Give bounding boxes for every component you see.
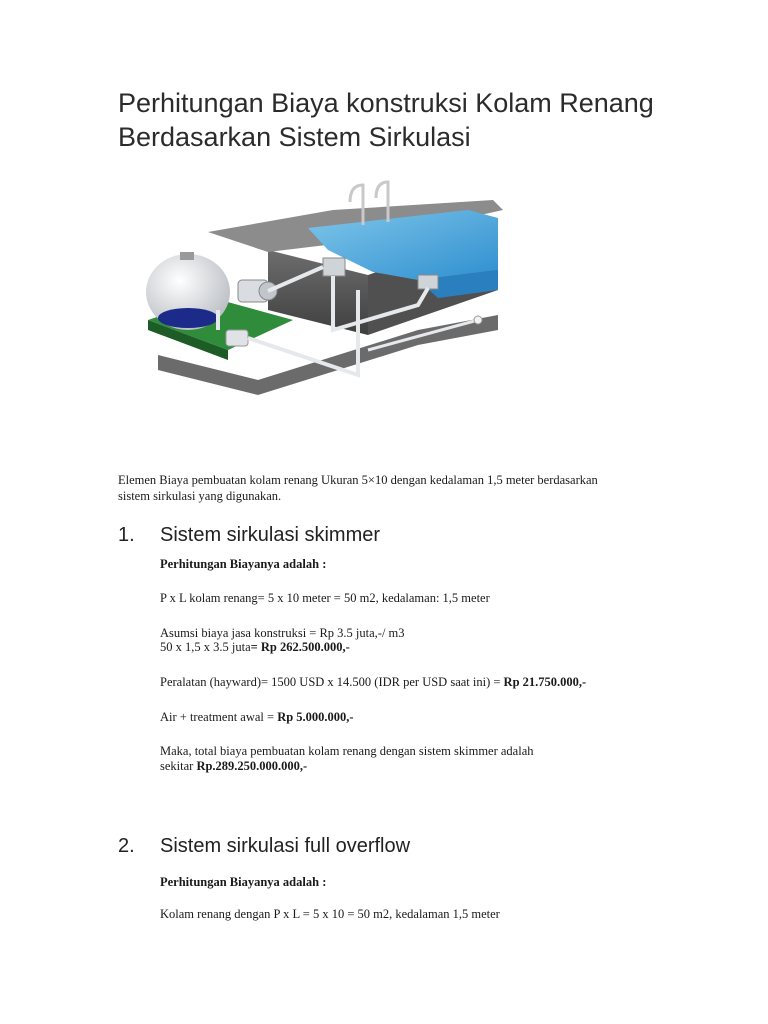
section-1-heading	[118, 524, 380, 547]
section-1-dimensions: P x L kolam renang= 5 x 10 meter = 50 m2, kedalaman: 1,5 meter	[160, 591, 490, 605]
intro-line-2: sistem sirkulasi yang digunakan.	[118, 489, 282, 503]
section-2-subheading: Perhitungan Biayanya adalah :	[160, 875, 327, 889]
section-1-water-treatment: Air + treatment awal = Rp 5.000.000,-	[160, 710, 354, 724]
intro-paragraph	[118, 472, 678, 504]
section-1-subheading: Perhitungan Biayanya adalah :	[160, 557, 327, 571]
section-1-total-line-2: sekitar Rp.289.250.000.000,-	[160, 759, 308, 773]
title-line-1: Perhitungan Biaya konstruksi Kolam Renang	[118, 88, 654, 118]
title-line-2: Berdasarkan Sistem Sirkulasi	[118, 122, 471, 152]
section-1-title: Sistem sirkulasi skimmer	[160, 524, 381, 546]
section-2-dimensions: Kolam renang dengan P x L = 5 x 10 = 50 m2, kedalaman 1,5 meter	[160, 907, 500, 921]
section-2-number: 2.	[118, 835, 135, 857]
pool-circulation-illustration	[118, 180, 510, 425]
section-2-heading	[118, 835, 410, 858]
section-1-assumption-line-1: Asumsi biaya jasa konstruksi = Rp 3.5 juta,-/ m3	[160, 626, 405, 640]
page-title	[118, 86, 718, 154]
section-2-title: Sistem sirkulasi full overflow	[160, 835, 411, 857]
section-1-equipment: Peralatan (hayward)= 1500 USD x 14.500 (IDR per USD saat ini) = Rp 21.750.000,-	[160, 675, 587, 689]
intro-line-1: Elemen Biaya pembuatan kolam renang Ukuran 5×10 dengan kedalaman 1,5 meter berdasarkan	[118, 473, 598, 487]
section-1-assumption-line-2: 50 x 1,5 x 3.5 juta= Rp 262.500.000,-	[160, 640, 350, 654]
section-1-number: 1.	[118, 524, 135, 546]
section-1-total-line-1: Maka, total biaya pembuatan kolam renang dengan sistem skimmer adalah	[160, 744, 534, 758]
